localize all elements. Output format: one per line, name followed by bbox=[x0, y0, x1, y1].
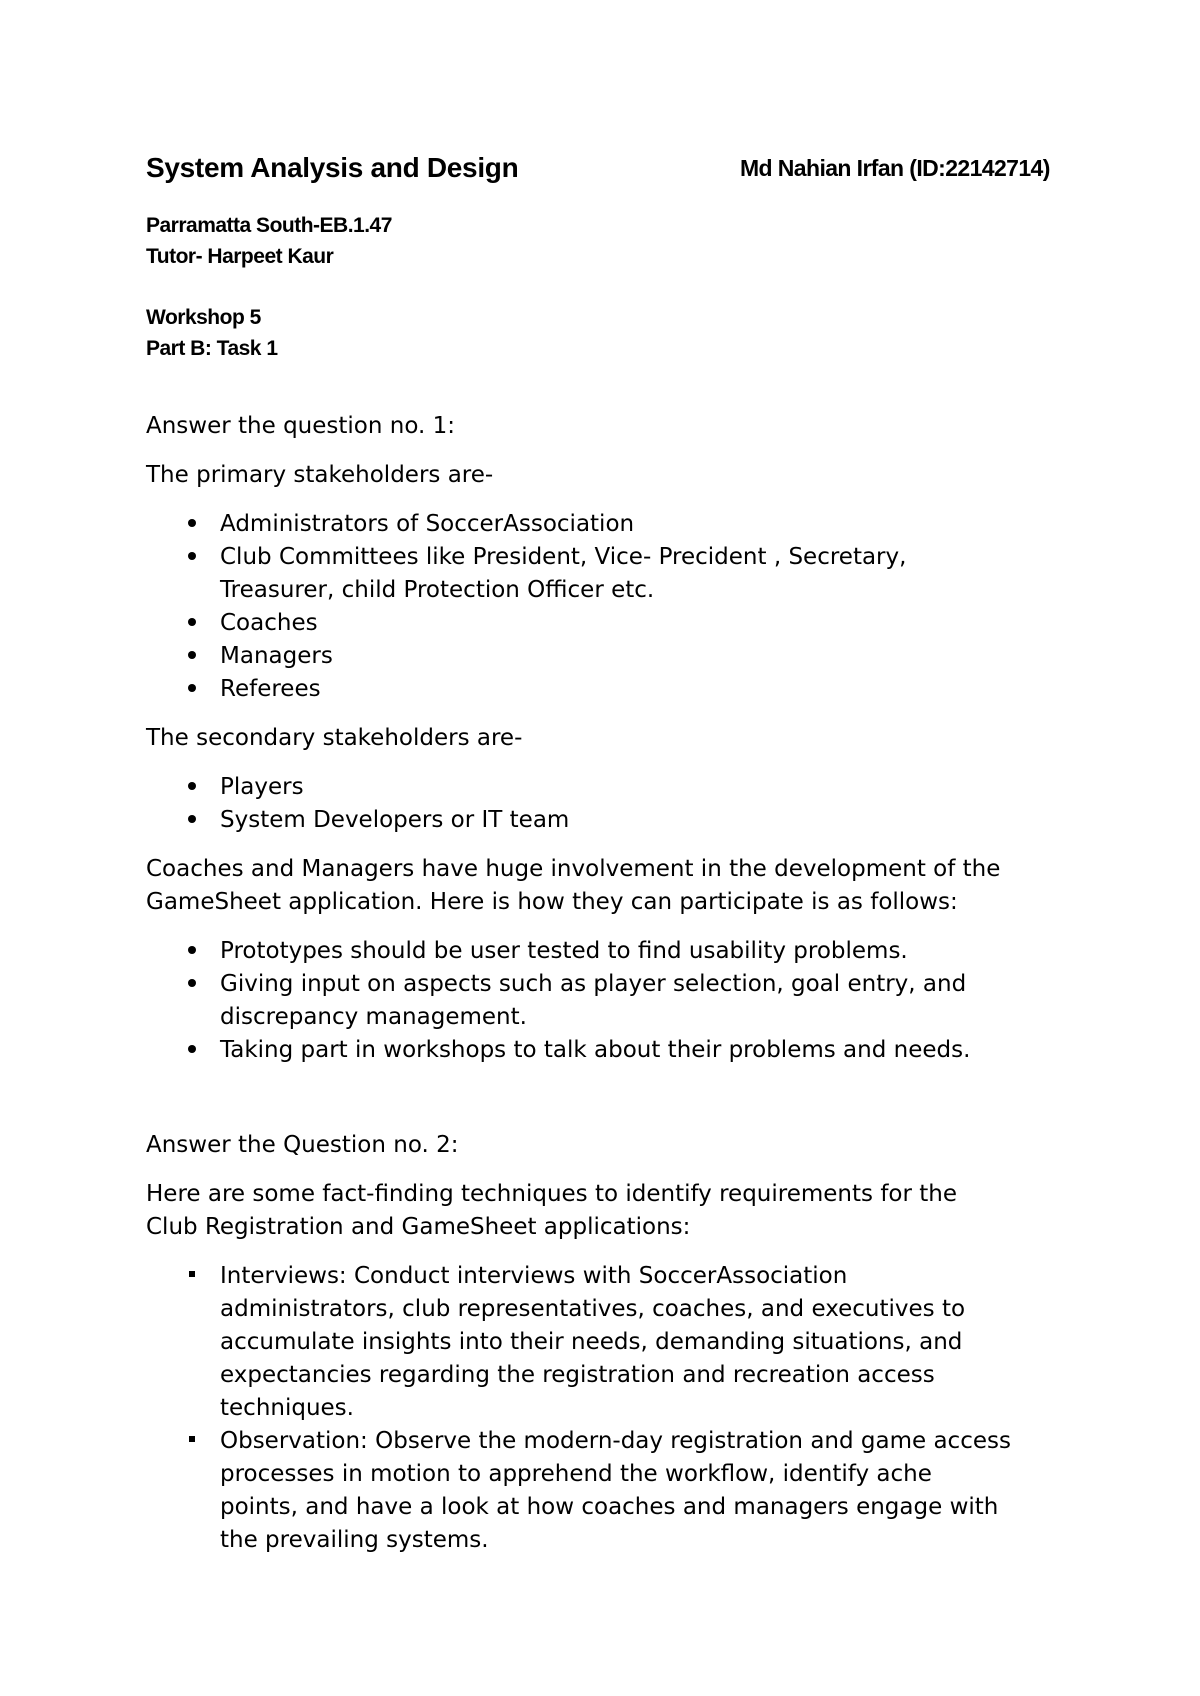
list-item bbox=[146, 1260, 1066, 1425]
list-item-text: Managers bbox=[220, 643, 333, 669]
bullet-dot-icon bbox=[184, 541, 200, 574]
secondary-stakeholders-intro: The secondary stakeholders are- bbox=[146, 725, 523, 751]
meta-block bbox=[146, 210, 1066, 364]
fact-finding-intro-line: Club Registration and GameSheet applications: bbox=[146, 1214, 691, 1240]
list-item-text: Club Committees like President, Vice- Precident , Secretary, bbox=[220, 544, 907, 570]
primary-stakeholders-intro: The primary stakeholders are- bbox=[146, 462, 494, 488]
list-item bbox=[146, 673, 1066, 706]
list-item-text: expectancies regarding the registration and recreation access bbox=[220, 1362, 935, 1388]
primary-stakeholders-list bbox=[146, 508, 1066, 706]
list-item-text: Taking part in workshops to talk about their problems and needs. bbox=[220, 1037, 971, 1063]
list-item-text: techniques. bbox=[220, 1395, 354, 1421]
bullet-square-icon bbox=[184, 1425, 200, 1458]
bullet-dot-icon bbox=[184, 673, 200, 706]
list-item-text: Treasurer, child Protection Officer etc. bbox=[220, 577, 655, 603]
list-item bbox=[146, 968, 1066, 1034]
tutor-line: Tutor- Harpeet Kaur bbox=[146, 245, 334, 268]
list-item-text: Players bbox=[220, 774, 304, 800]
question-1-heading: Answer the question no. 1: bbox=[146, 413, 456, 439]
document-header bbox=[146, 148, 1066, 188]
involvement-line: GameSheet application. Here is how they can participate is as follows: bbox=[146, 889, 958, 915]
bullet-dot-icon bbox=[184, 804, 200, 837]
bullet-dot-icon bbox=[184, 607, 200, 640]
document-title: System Analysis and Design bbox=[146, 152, 519, 183]
part-line: Part B: Task 1 bbox=[146, 337, 278, 360]
bullet-dot-icon bbox=[184, 640, 200, 673]
list-item-text: System Developers or IT team bbox=[220, 807, 570, 833]
list-item-text: Prototypes should be user tested to find usability problems. bbox=[220, 938, 908, 964]
list-item-text: processes in motion to apprehend the workflow, identify ache bbox=[220, 1461, 932, 1487]
bullet-dot-icon bbox=[184, 968, 200, 1001]
involvement-list bbox=[146, 935, 1066, 1067]
bullet-dot-icon bbox=[184, 508, 200, 541]
involvement-line: Coaches and Managers have huge involvement in the development of the bbox=[146, 856, 1001, 882]
list-item bbox=[146, 935, 1066, 968]
list-item bbox=[146, 640, 1066, 673]
list-item-text: Observation: Observe the modern-day registration and game access bbox=[220, 1428, 1011, 1454]
fact-finding-techniques-list bbox=[146, 1260, 1066, 1557]
list-item-text: Coaches bbox=[220, 610, 318, 636]
spacer bbox=[146, 272, 1066, 302]
list-item bbox=[146, 541, 1066, 607]
spacer bbox=[146, 1083, 1066, 1129]
fact-finding-intro-line: Here are some fact-finding techniques to identify requirements for the bbox=[146, 1181, 957, 1207]
workshop-line: Workshop 5 bbox=[146, 306, 261, 329]
list-item-text: discrepancy management. bbox=[220, 1004, 527, 1030]
bullet-dot-icon bbox=[184, 771, 200, 804]
list-item-text: administrators, club representatives, coaches, and executives to bbox=[220, 1296, 966, 1322]
author-line: Md Nahian Irfan (ID:22142714) bbox=[740, 155, 1050, 181]
bullet-dot-icon bbox=[184, 935, 200, 968]
list-item bbox=[146, 607, 1066, 640]
list-item-text: Administrators of SoccerAssociation bbox=[220, 511, 635, 537]
fact-finding-intro bbox=[146, 1178, 1066, 1244]
bullet-dot-icon bbox=[184, 1034, 200, 1067]
list-item-text: points, and have a look at how coaches and managers engage with bbox=[220, 1494, 999, 1520]
list-item-text: accumulate insights into their needs, demanding situations, and bbox=[220, 1329, 963, 1355]
list-item-text: Interviews: Conduct interviews with SoccerAssociation bbox=[220, 1263, 848, 1289]
location-line: Parramatta South-EB.1.47 bbox=[146, 214, 392, 237]
secondary-stakeholders-list bbox=[146, 771, 1066, 837]
list-item bbox=[146, 1425, 1066, 1557]
bullet-square-icon bbox=[184, 1260, 200, 1293]
list-item bbox=[146, 771, 1066, 804]
list-item-text: the prevailing systems. bbox=[220, 1527, 489, 1553]
involvement-paragraph bbox=[146, 853, 1066, 919]
list-item-text: Giving input on aspects such as player selection, goal entry, and bbox=[220, 971, 967, 997]
list-item bbox=[146, 1034, 1066, 1067]
list-item bbox=[146, 508, 1066, 541]
list-item-text: Referees bbox=[220, 676, 321, 702]
list-item bbox=[146, 804, 1066, 837]
spacer bbox=[146, 364, 1066, 410]
question-2-heading: Answer the Question no. 2: bbox=[146, 1132, 459, 1158]
document-page bbox=[146, 148, 1066, 1573]
